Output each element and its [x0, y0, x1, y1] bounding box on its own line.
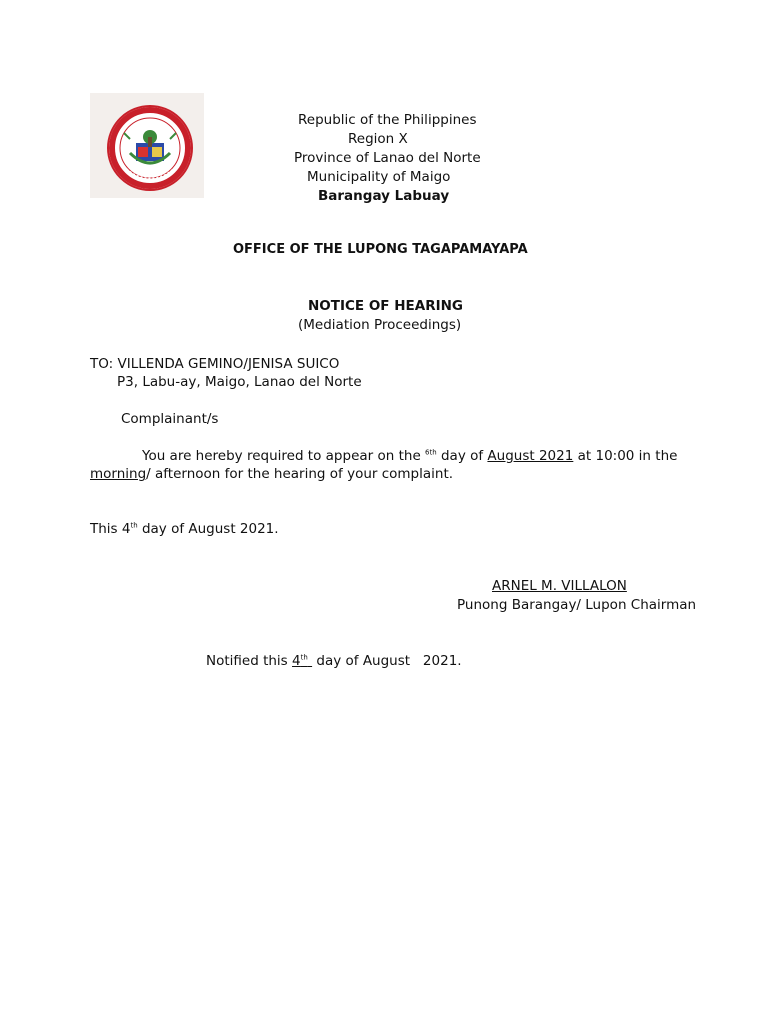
body-line-2	[90, 466, 453, 483]
body-text-rest: / afternoon for the hearing of your complaint.	[146, 466, 454, 482]
header-province: Province of Lanao del Norte	[294, 150, 481, 166]
signatory-name: ARNEL M. VILLALON	[492, 578, 627, 594]
body-morning: morning	[90, 466, 147, 482]
body-hearing-date: August 2021	[487, 448, 574, 464]
body-line-1	[142, 448, 677, 465]
notice-subtitle: (Mediation Proceedings)	[298, 317, 462, 333]
recipient-role: Complainant/s	[121, 411, 219, 427]
notified-line	[206, 653, 462, 670]
notified-day-number: 4	[292, 653, 301, 669]
notified-suffix: day of August 2021.	[316, 653, 462, 669]
header-municipality: Municipality of Maigo	[307, 169, 451, 185]
notified-prefix: Notified this	[206, 653, 288, 669]
dated-line	[90, 521, 279, 538]
header-republic: Republic of the Philippines	[298, 112, 477, 128]
dated-suffix: day of August 2021.	[141, 521, 279, 537]
notified-day-superscript: th	[300, 653, 308, 662]
notice-title: NOTICE OF HEARING	[308, 298, 463, 314]
office-title: OFFICE OF THE LUPONG TAGAPAMAYAPA	[233, 242, 528, 257]
barangay-seal-logo	[90, 93, 204, 198]
recipient-address: P3, Labu-ay, Maigo, Lanao del Norte	[117, 374, 362, 390]
dated-prefix: This 4	[90, 521, 131, 537]
body-text-a: You are hereby required to appear on the	[142, 448, 421, 464]
recipient-to-line: TO: VILLENDA GEMINO/JENISA SUICO	[90, 356, 340, 372]
dated-superscript: th	[130, 521, 138, 530]
notified-day	[292, 653, 312, 669]
header-barangay: Barangay Labuay	[318, 188, 450, 204]
body-text-b: day of	[440, 448, 484, 464]
body-text-c: at 10:00 in the	[577, 448, 678, 464]
signatory-title: Punong Barangay/ Lupon Chairman	[457, 597, 697, 613]
body-day-superscript: 6th	[425, 448, 437, 457]
header-region: Region X	[348, 131, 408, 147]
